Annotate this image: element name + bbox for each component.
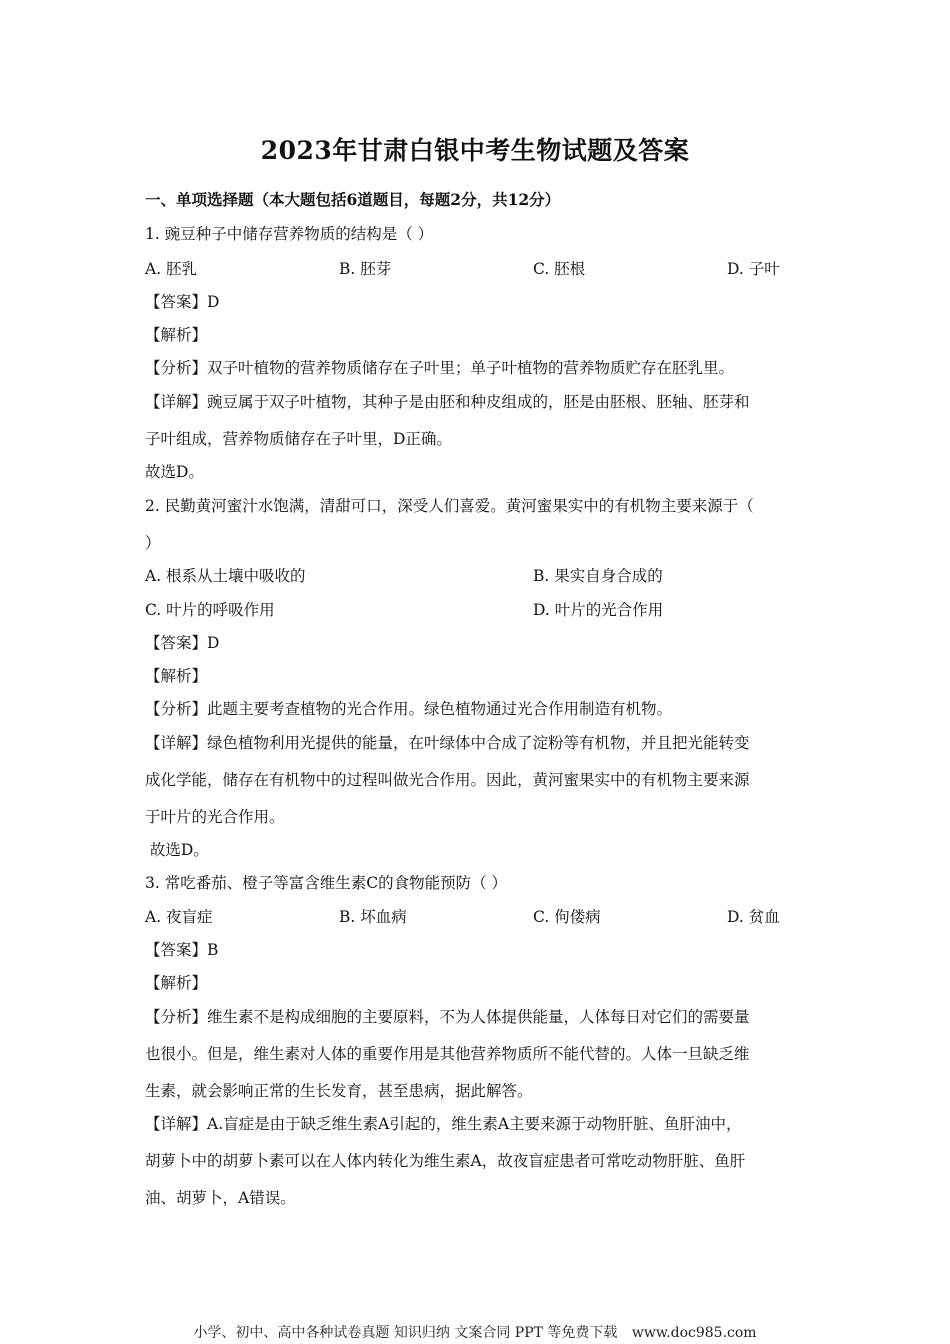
page-title: 2023年甘肃白银中考生物试题及答案: [260, 136, 690, 165]
question-1-jiexi: 【解析】: [145, 326, 208, 344]
question-3-analysis-line-1: 【分析】维生素不是构成细胞的主要原料，不为人体提供能量，人体每日对它们的需要量: [145, 1008, 750, 1026]
question-1-option-a: A. 胚乳: [145, 260, 198, 278]
question-2-stem-line-2: ）: [145, 534, 161, 552]
question-3-option-a: A. 夜盲症: [145, 908, 213, 926]
question-3-option-d: D. 贫血: [727, 908, 780, 926]
question-1-conclusion: 故选D。: [145, 463, 204, 481]
question-1-detail-line-2: 子叶组成，营养物质储存在子叶里，D正确。: [145, 430, 452, 448]
question-2-detail-line-3: 于叶片的光合作用。: [145, 808, 285, 826]
question-1-option-c: C. 胚根: [533, 260, 586, 278]
footer: [0, 1322, 950, 1342]
question-3-analysis-line-2: 也很小。但是，维生素对人体的重要作用是其他营养物质所不能代替的。人体一旦缺乏维: [145, 1045, 750, 1063]
question-2-option-d: D. 叶片的光合作用: [533, 601, 664, 619]
question-3-analysis-line-3: 生素，就会影响正常的生长发育，甚至患病，据此解答。: [145, 1082, 533, 1100]
question-3-detail-line-3: 油、胡萝卜，A错误。: [145, 1189, 296, 1207]
question-3-option-c: C. 佝偻病: [533, 908, 601, 926]
question-2-option-c: C. 叶片的呼吸作用: [145, 601, 275, 619]
question-2-jiexi: 【解析】: [145, 667, 208, 685]
question-3-detail-line-2: 胡萝卜中的胡萝卜素可以在人体内转化为维生素A，故夜盲症患者可常吃动物肝脏、鱼肝: [145, 1152, 746, 1170]
footer-url-link[interactable]: www.doc985.com: [631, 1325, 757, 1341]
question-1-option-d: D. 子叶: [727, 260, 780, 278]
question-2-analysis: 【分析】此题主要考查植物的光合作用。绿色植物通过光合作用制造有机物。: [145, 700, 673, 718]
question-3-option-b: B. 坏血病: [339, 908, 407, 926]
footer-text: 小学、初中、高中各种试卷真题 知识归纳 文案合同 PPT 等免费下载: [193, 1325, 618, 1341]
question-2-answer: 【答案】D: [145, 634, 220, 652]
question-1-option-b: B. 胚芽: [339, 260, 392, 278]
question-3-stem: 3. 常吃番茄、橙子等富含维生素C的食物能预防（ ）: [145, 874, 508, 892]
question-2-detail-line-1: 【详解】绿色植物利用光提供的能量，在叶绿体中合成了淀粉等有机物，并且把光能转变: [145, 734, 750, 752]
section-heading: 一、单项选择题（本大题包括6道题目，每题2分，共12分）: [145, 190, 561, 209]
question-1-analysis: 【分析】双子叶植物的营养物质储存在子叶里；单子叶植物的营养物质贮存在胚乳里。: [145, 359, 735, 377]
question-1-detail-line-1: 【详解】豌豆属于双子叶植物，其种子是由胚和种皮组成的，胚是由胚根、胚轴、胚芽和: [145, 393, 750, 411]
question-2-option-a: A. 根系从土壤中吸收的: [145, 567, 306, 585]
question-2-option-b: B. 果实自身合成的: [533, 567, 663, 585]
question-1-answer: 【答案】D: [145, 293, 220, 311]
question-2-detail-line-2: 成化学能，储存在有机物中的过程叫做光合作用。因此，黄河蜜果实中的有机物主要来源: [145, 771, 750, 789]
question-3-detail-line-1: 【详解】A.盲症是由于缺乏维生素A引起的，维生素A主要来源于动物肝脏、鱼肝油中，: [145, 1115, 742, 1133]
question-1-stem: 1. 豌豆种子中储存营养物质的结构是（ ）: [145, 225, 434, 243]
question-3-jiexi: 【解析】: [145, 974, 208, 992]
question-3-answer: 【答案】B: [145, 941, 219, 959]
question-2-stem-line-1: 2. 民勤黄河蜜汁水饱满，清甜可口，深受人们喜爱。黄河蜜果实中的有机物主要来源于（: [145, 497, 754, 515]
question-2-conclusion: 故选D。: [145, 841, 209, 859]
